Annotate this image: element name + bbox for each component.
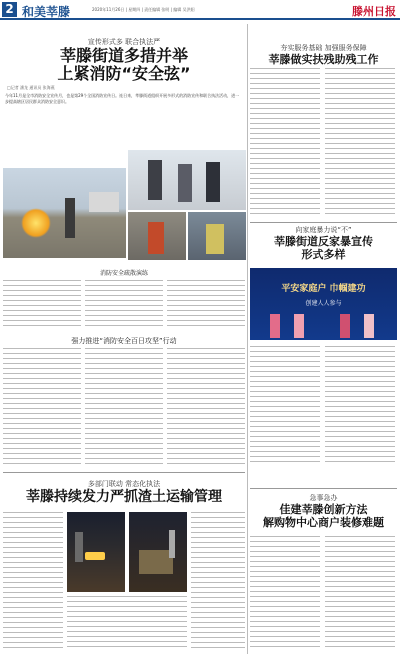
- officer-figure-2: [178, 164, 192, 202]
- article-kicker: 多部门联动 常态化执法: [87, 480, 161, 488]
- article-headline: 莘滕街道反家暴宣传: [274, 235, 373, 248]
- article-body-col10: [250, 68, 320, 218]
- truck: [139, 550, 173, 574]
- banner-text: 平安家庭户 巾帼建功: [281, 284, 366, 294]
- photo-fire-drill: [3, 168, 126, 258]
- article-body-col11: [325, 68, 395, 218]
- section-divider: [250, 488, 397, 489]
- article-fire-safety: [3, 24, 245, 108]
- article-headline-2: 上紧消防“安全弦”: [57, 64, 191, 83]
- officer-figure: [148, 160, 162, 200]
- photo-stage-event: [250, 268, 397, 340]
- column-divider: [247, 24, 248, 654]
- fire-extinguisher-cloud: [21, 208, 51, 238]
- officer-figure-3: [206, 162, 220, 202]
- article-headline: 莘滕做实扶残助残工作: [268, 53, 379, 66]
- figure: [65, 198, 75, 238]
- performer-figure-2: [294, 314, 304, 338]
- article-body-col7: [3, 512, 63, 652]
- performer-figure-3: [340, 314, 350, 338]
- article-anti-domestic-violence: [250, 226, 397, 261]
- section-divider: [3, 472, 245, 473]
- article-waste-transport: [3, 480, 245, 505]
- figure: [75, 532, 83, 562]
- article-headline: 佳建莘滕创新方法: [279, 503, 368, 516]
- article-body-col6: [167, 348, 245, 468]
- article-kicker: 夯实服务基础 加强服务保障: [280, 44, 367, 52]
- article-body-col14: [250, 536, 320, 652]
- building: [89, 192, 119, 212]
- photo-night-inspection: [67, 512, 125, 592]
- article-lead: 今年11月是全市消防安全宣传月，也是第29个全国消防宣传日。连日来，莘滕街道组织开展多形式的消防宣传和联合执法活动，进一步提高辖区居民群众消防安全意识。: [5, 93, 240, 104]
- article-body-col4: [3, 348, 81, 468]
- section-name: 和美莘滕: [22, 5, 71, 19]
- article-body-col15: [325, 536, 395, 652]
- article-kicker: 宣传形式多 联合执法严: [87, 38, 161, 46]
- article-headline-2: 形式多样: [301, 248, 346, 261]
- photo-training-1: [128, 212, 186, 260]
- figure: [169, 530, 175, 558]
- sub-heading: 强力推进“消防安全百日攻坚”行动: [71, 337, 177, 345]
- article-headline: 莘滕街道多措并举: [59, 46, 188, 65]
- page-number: 2: [2, 2, 17, 17]
- performer-figure: [270, 314, 280, 338]
- photo-truck-check: [129, 512, 187, 592]
- issue-info: 2020年11月26日 | 星期四 | 责任编辑 张明 | 编辑 吴洪阳: [92, 7, 195, 12]
- article-headline: 莘滕持续发力严抓渣土运输管理: [26, 489, 222, 505]
- article-body-col9: [67, 596, 187, 652]
- photo-training-2: [188, 212, 246, 260]
- article-body-col2: [85, 280, 163, 330]
- article-body-col12: [250, 346, 320, 466]
- article-disability-support: [250, 24, 397, 66]
- byline: □记者 潘龙 通讯员 张海燕: [7, 85, 55, 90]
- article-renovation: [250, 494, 397, 529]
- article-body-col3: [167, 280, 245, 330]
- vehicle-light: [85, 552, 105, 560]
- article-kicker: 向家庭暴力说“不”: [295, 226, 352, 234]
- firefighter-figure-2: [206, 224, 224, 254]
- masthead: [0, 0, 400, 20]
- section-divider: [250, 222, 397, 223]
- article-body-col13: [325, 346, 395, 466]
- banner-subtext: 创建人人参与: [305, 300, 342, 307]
- firefighter-figure: [148, 222, 164, 254]
- newspaper-logo: 滕州日报: [352, 5, 396, 18]
- performer-figure-4: [364, 314, 374, 338]
- article-body-col1: [3, 280, 81, 330]
- article-body-col8: [191, 512, 245, 652]
- photo-inspection: [128, 150, 246, 210]
- article-body-col5: [85, 348, 163, 468]
- article-kicker: 急事急办: [309, 494, 338, 502]
- article-headline-2: 解购物中心商户装修难题: [263, 516, 384, 529]
- photo-caption: 消防安全疏散演练: [99, 270, 148, 277]
